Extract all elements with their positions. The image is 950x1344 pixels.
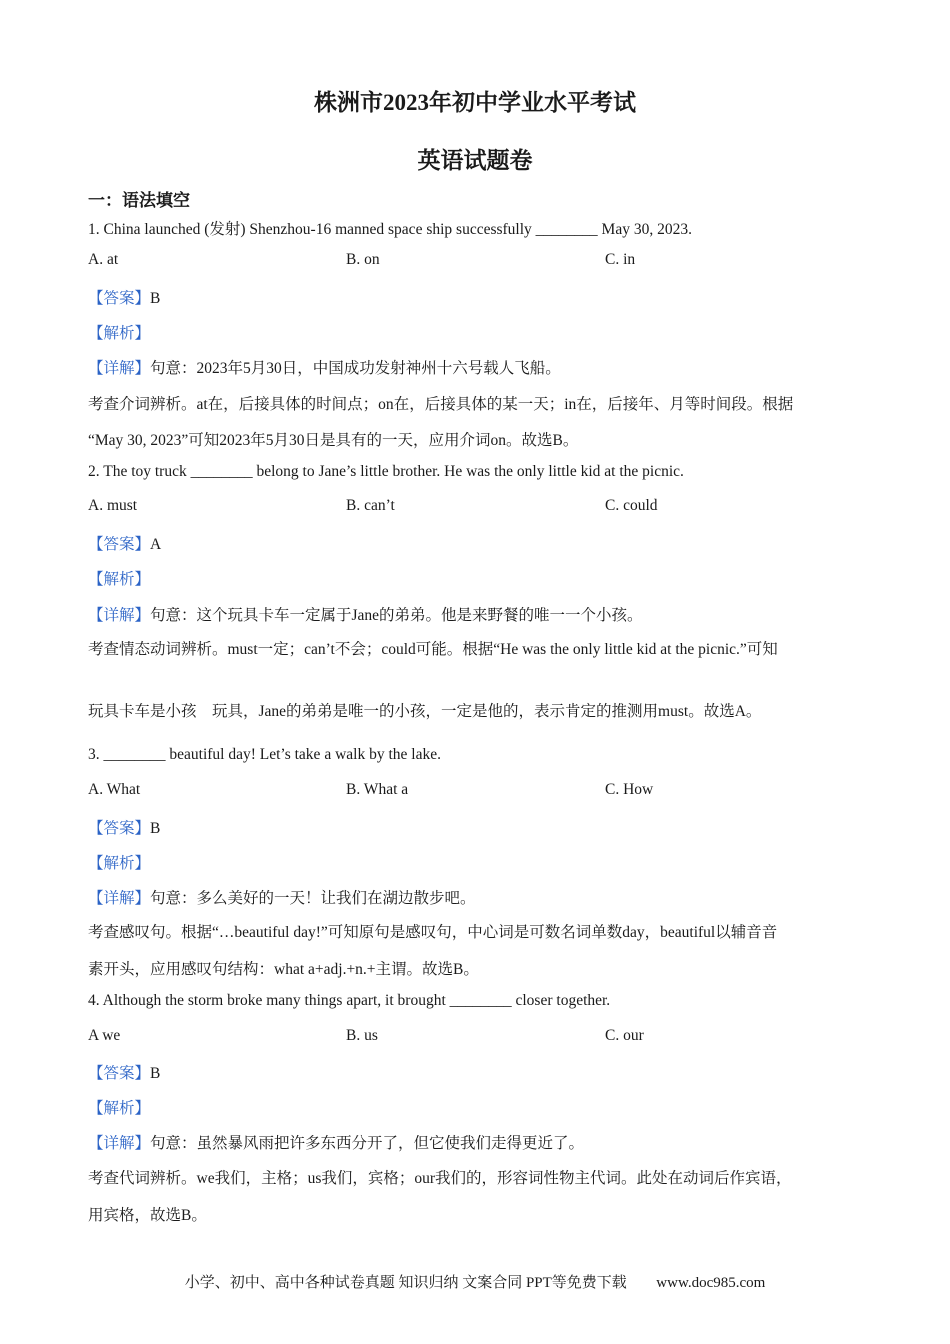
detail-text: 句意：2023年5月30日，中国成功发射神州十六号载人飞船。 [150,360,561,377]
answer-value: A [150,536,162,553]
analysis-tag: 【解析】 [88,1100,151,1117]
option-a: A. What [88,781,141,798]
option-a: A. must [88,497,138,514]
page-footer [0,1271,950,1292]
footer-site-link[interactable]: www.doc985.com [656,1275,766,1291]
explain-line: 考查情态动词辨析。must一定；can’t不会；could可能。根据“He was the only little kid at the picnic.”可知 [88,641,778,658]
detail-tag: 【详解】 [88,890,151,907]
section-heading: 一：语法填空 [88,191,190,210]
detail-line [88,1131,584,1153]
analysis-tag: 【解析】 [88,571,151,588]
question-stem: 2. The toy truck ________ belong to Jane’s little brother. He was the only little kid at the picnic. [88,463,684,480]
option-b: B. on [346,251,380,268]
footer-text: 小学、初中、高中各种试卷真题 知识归纳 文案合同 PPT等免费下载 [184,1275,627,1291]
detail-tag: 【详解】 [88,360,151,377]
explain-line: 考查介词辨析。at在，后接具体的时间点；on在，后接具体的某一天；in在，后接年、月等时间段。根据 [88,396,794,413]
option-c: C. our [605,1027,644,1044]
page-subtitle: 英语试题卷 [417,148,533,173]
option-b: B. can’t [346,497,395,514]
detail-text: 句意：多么美好的一天！让我们在湖边散步吧。 [150,890,476,907]
answer-line [88,532,161,554]
answer-tag: 【答案】 [88,536,151,553]
answer-line [88,816,160,838]
detail-line [88,886,476,908]
analysis-tag: 【解析】 [88,325,151,342]
answer-tag: 【答案】 [88,1065,151,1082]
option-c: C. How [605,781,654,798]
question-stem: 1. China launched (发射) Shenzhou-16 manned space ship successfully ________ May 30, 2023. [88,221,692,238]
analysis-tag: 【解析】 [88,855,151,872]
answer-line [88,1061,160,1083]
answer-value: B [150,1065,161,1082]
detail-line [88,603,643,625]
option-c: C. in [605,251,636,268]
explain-line: 用宾格，故选B。 [88,1207,207,1224]
answer-line [88,286,160,308]
answer-tag: 【答案】 [88,820,151,837]
option-b: B. What a [346,781,409,798]
option-a: A we [88,1027,121,1044]
question-stem: 3. ________ beautiful day! Let’s take a walk by the lake. [88,746,441,763]
explain-line: 考查感叹句。根据“…beautiful day!”可知原句是感叹句，中心词是可数名词单数day，beautiful以辅音音 [88,924,778,941]
explain-line: 玩具卡车是小孩 玩具，Jane的弟弟是唯一的小孩，一定是他的，表示肯定的推测用must。故选A。 [88,703,762,720]
detail-tag: 【详解】 [88,1135,151,1152]
answer-value: B [150,820,161,837]
detail-text: 句意：虽然暴风雨把许多东西分开了，但它使我们走得更近了。 [150,1135,585,1152]
detail-line [88,356,561,378]
detail-text: 句意：这个玩具卡车一定属于Jane的弟弟。他是来野餐的唯一一个小孩。 [150,607,643,624]
explain-line: “May 30, 2023”可知2023年5月30日是具有的一天，应用介词on。故选B。 [88,432,579,449]
option-b: B. us [346,1027,378,1044]
option-a: A. at [88,251,119,268]
option-c: C. could [605,497,658,514]
explain-line: 考查代词辨析。we我们，主格；us我们，宾格；our我们的，形容词性物主代词。此处在动词后作宾语， [88,1170,792,1187]
answer-tag: 【答案】 [88,290,151,307]
detail-tag: 【详解】 [88,607,151,624]
answer-value: B [150,290,161,307]
question-stem: 4. Although the storm broke many things apart, it brought ________ closer together. [88,992,611,1009]
page-title: 株洲市2023年初中学业水平考试 [314,90,636,115]
explain-line: 素开头，应用感叹句结构：what a+adj.+n.+主谓。故选B。 [88,961,479,978]
